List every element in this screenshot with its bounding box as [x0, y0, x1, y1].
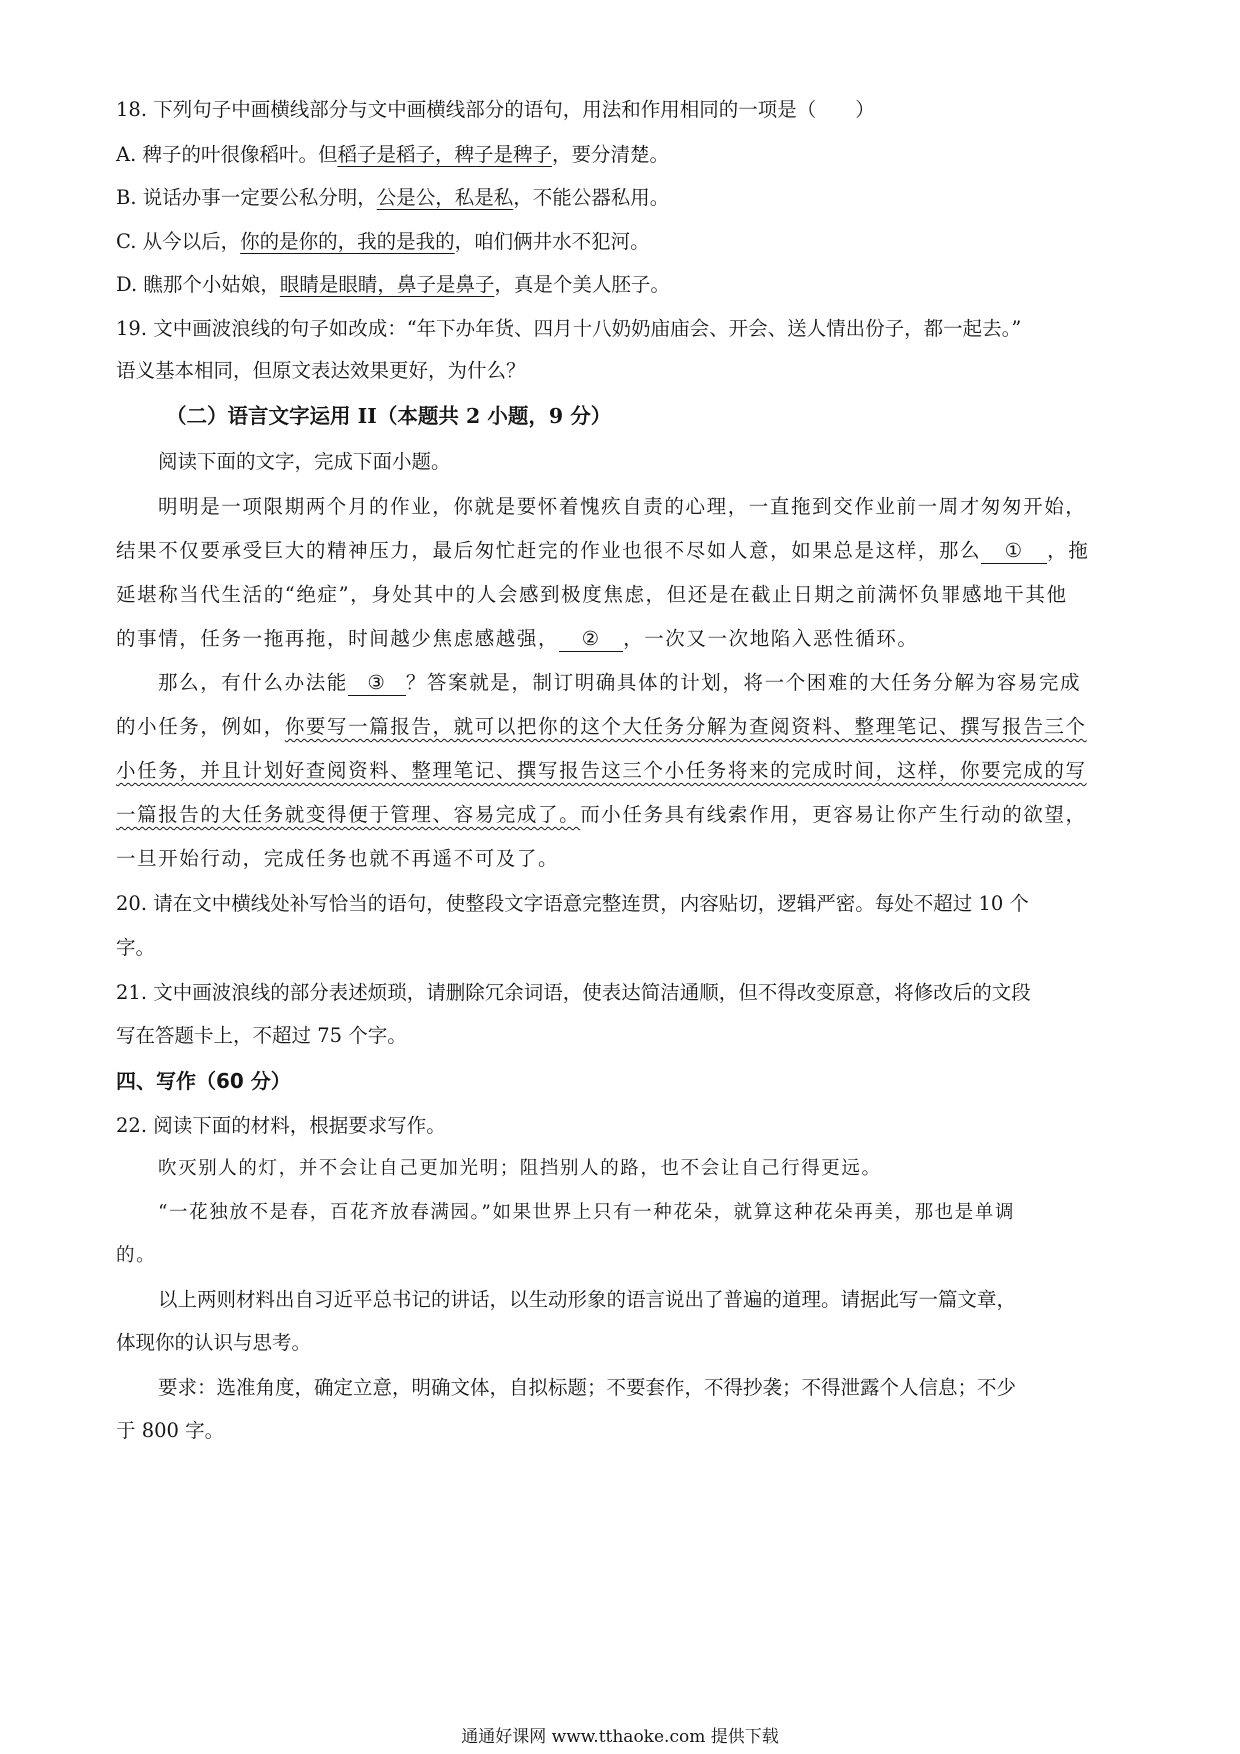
passage-p1-line-4 [116, 623, 1144, 655]
material-2-line-2: 的。 [116, 1245, 157, 1266]
passage-p1-line-3: 延堪称当代生活的“绝症”，身处其中的人会感到极度焦虑，但还是在截止日期之前满怀负罪感地干其他 [116, 583, 1068, 606]
q18-option-a [116, 139, 1144, 171]
blank-2: ② [559, 627, 623, 652]
q22-stem: 22. 阅读下面的材料，根据要求写作。 [116, 1114, 446, 1137]
passage-p2-line-1 [158, 667, 1144, 699]
option-text: ，不能公器私用。 [513, 186, 670, 209]
underlined-phrase: 公是公，私是私 [376, 186, 514, 209]
page-footer: 通通好课网 www.tthaoke.com 提供下载 [461, 1727, 779, 1747]
requirements-line-2: 于 800 字。 [116, 1419, 225, 1442]
blank-1: ① [981, 539, 1047, 564]
wavy-underlined-text: 你要写一篇报告，就可以把你的这个大任务分解为查阅资料、整理笔记、撰写报告三个 [284, 715, 1087, 738]
passage-p1-line-2 [116, 535, 1144, 567]
passage-text: 结果不仅要承受巨大的精神压力，最后匆忙赶完的作业也很不尽如人意，如果总是这样，那么 [116, 539, 982, 562]
material-1: 吹灭别人的灯，并不会让自己更加光明；阻挡别人的路，也不会让自己行得更远。 [158, 1158, 882, 1179]
q18-option-c [116, 226, 1144, 258]
section-heading-2: （二）语言文字运用 II（本题共 2 小题，9 分） [166, 404, 612, 428]
q21-line-2: 写在答题卡上，不超过 75 个字。 [116, 1024, 407, 1047]
passage-text: 那么，有什么办法能 [158, 671, 348, 694]
q18-option-b [116, 182, 1144, 214]
option-text: C. 从今以后， [116, 230, 241, 253]
underlined-phrase: 眼睛是眼睛，鼻子是鼻子 [279, 273, 495, 296]
q18-option-d [116, 269, 1144, 301]
option-text: ，要分清楚。 [552, 143, 670, 166]
wavy-underlined-text: 一篇报告的大任务就变得便于管理、容易完成了。 [116, 803, 581, 826]
q20-line-2: 字。 [116, 936, 156, 959]
wavy-underlined-text: 小任务，并且计划好查阅资料、整理笔记、撰写报告这三个小任务将来的完成时间，这样，你要完成的写 [116, 759, 1087, 782]
option-text: A. 稗子的叶很像稻叶。但 [116, 143, 338, 166]
prompt-line-1: 以上两则材料出自习近平总书记的讲话，以生动形象的语言说出了普遍的道理。请据此写一篇文章， [158, 1288, 1017, 1311]
passage-p1-line-1: 明明是一项限期两个月的作业，你就是要怀着愧疚自责的心理，一直拖到交作业前一周才匆匆开始， [158, 495, 1087, 518]
blank-3: ③ [348, 671, 406, 696]
requirements-line-1: 要求：选准角度，确定立意，明确文体，自拟标题；不要套作，不得抄袭；不得泄露个人信息；不少 [158, 1376, 1017, 1399]
q19-line-1: 19. 文中画波浪线的句子如改成：“年下办年货、四月十八奶奶庙庙会、开会、送人情出份子，都一起去。” [116, 317, 1022, 340]
passage-text: 的事情，任务一拖再拖，时间越少焦虑感越强， [116, 627, 560, 650]
underlined-phrase: 稻子是稻子，稗子是稗子 [337, 143, 552, 166]
material-2-line-1: “一花独放不是春，百花齐放春满园。”如果世界上只有一种花朵，就算这种花朵再美，那也是单调 [158, 1202, 1016, 1223]
q20-line-1: 20. 请在文中横线处补写恰当的语句，使整段文字语意完整连贯，内容贴切，逻辑严密。每处不超过 10 个 [116, 892, 1029, 915]
passage-p2-line-4 [116, 799, 1144, 831]
passage-text: ？答案就是，制订明确具体的计划，将一个困难的大任务分解为容易完成 [405, 671, 1082, 694]
passage-text: ，一次又一次地陷入恶性循环。 [623, 627, 919, 650]
reading-instruction: 阅读下面的文字，完成下面小题。 [158, 450, 451, 473]
passage-p2-line-3 [116, 755, 1144, 787]
option-text: B. 说话办事一定要公私分明， [116, 186, 377, 209]
q19-line-2: 语义基本相同，但原文表达效果更好，为什么？ [116, 359, 526, 382]
passage-text: ，拖 [1047, 539, 1090, 562]
prompt-line-2: 体现你的认识与思考。 [116, 1331, 312, 1354]
q18-stem: 18. 下列句子中画横线部分与文中画横线部分的语句，用法和作用相同的一项是（ ） [116, 98, 875, 121]
passage-p2-line-5: 一旦开始行动，完成任务也就不再遥不可及了。 [116, 847, 560, 870]
underlined-phrase: 你的是你的，我的是我的 [240, 230, 455, 253]
passage-text: 而小任务具有线索作用，更容易让你产生行动的欲望， [580, 803, 1087, 826]
option-text: ，真是个美人胚子。 [494, 273, 670, 296]
passage-p2-line-2 [116, 711, 1144, 743]
option-text: D. 瞧那个小姑娘， [116, 273, 280, 296]
section-heading-4: 四、写作（60 分） [116, 1069, 291, 1093]
q21-line-1: 21. 文中画波浪线的部分表述烦琐，请删除冗余词语，使表达简洁通顺，但不得改变原意，将修改后的文段 [116, 981, 1031, 1004]
option-text: ，咱们俩井水不犯河。 [454, 230, 650, 253]
passage-text: 的小任务，例如， [116, 715, 285, 738]
